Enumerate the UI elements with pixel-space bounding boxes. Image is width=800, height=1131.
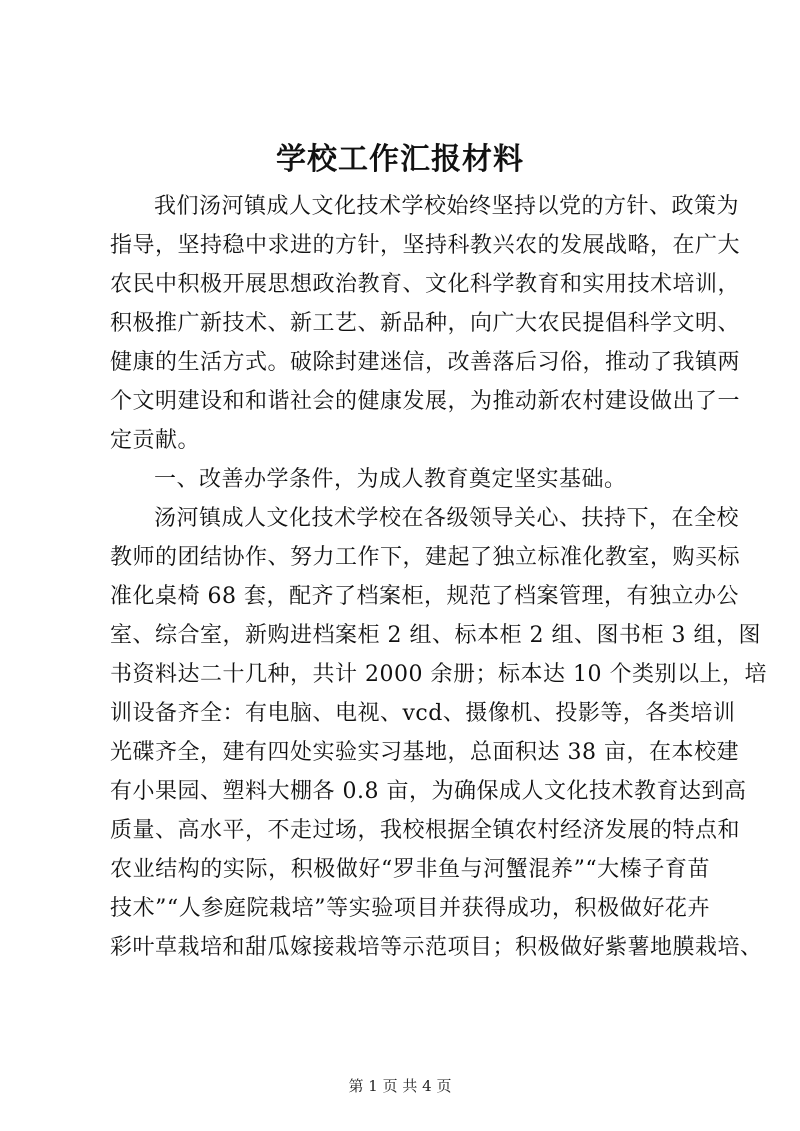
text-line: 我们汤河镇成人文化技术学校始终坚持以党的方针、政策为 (154, 194, 740, 219)
text-line: 彩叶草栽培和甜瓜嫁接栽培等示范项目；积极做好紫薯地膜栽培、 (110, 935, 763, 960)
section-heading: 一、改善办学条件，为成人教育奠定坚实基础。 (154, 467, 627, 492)
text-line: 书资料达二十几种，共计 2000 余册；标本达 10 个类别以上，培 (110, 662, 767, 687)
text-line: 个文明建设和和谐社会的健康发展，为推动新农村建设做出了一 (110, 389, 741, 414)
text-line: 室、综合室，新购进档案柜 2 组、标本柜 2 组、图书柜 3 组，图 (110, 623, 761, 648)
text-line: 教师的团结协作、努力工作下，建起了独立标准化教室，购买标 (110, 545, 741, 570)
text-line: 农民中积极开展思想政治教育、文化科学教育和实用技术培训， (110, 272, 741, 297)
text-line: 训设备齐全：有电脑、电视、vcd、摄像机、投影等，各类培训 (110, 701, 736, 726)
text-line: 指导，坚持稳中求进的方针，坚持科教兴农的发展战略，在广大 (110, 233, 741, 258)
document-title: 学校工作汇报材料 (276, 142, 524, 177)
text-line: 准化桌椅 68 套，配齐了档案柜，规范了档案管理，有独立办公 (110, 584, 739, 609)
text-line: 健康的生活方式。破除封建迷信，改善落后习俗，推动了我镇两 (110, 350, 741, 375)
text-line: 有小果园、塑料大棚各 0.8 亩，为确保成人文化技术教育达到高 (110, 779, 747, 804)
text-line: 质量、高水平，不走过场，我校根据全镇农村经济发展的特点和 (110, 818, 741, 843)
text-line: 定贡献。 (110, 428, 201, 453)
text-line: 农业结构的实际，积极做好“罗非鱼与河蟹混养”“大榛子育苗 (110, 857, 710, 882)
text-line: 积极推广新技术、新工艺、新品种，向广大农民提倡科学文明、 (110, 311, 741, 336)
text-line: 汤河镇成人文化技术学校在各级领导关心、扶持下，在全校 (154, 506, 740, 531)
text-line: 光碟齐全，建有四处实验实习基地，总面积达 38 亩，在本校建 (110, 740, 739, 765)
text-line: 技术”“人参庭院栽培”等实验项目并获得成功，积极做好花卉 (110, 896, 710, 921)
document-body (110, 187, 767, 967)
page-footer: 第 1 页 共 4 页 (348, 1077, 452, 1095)
